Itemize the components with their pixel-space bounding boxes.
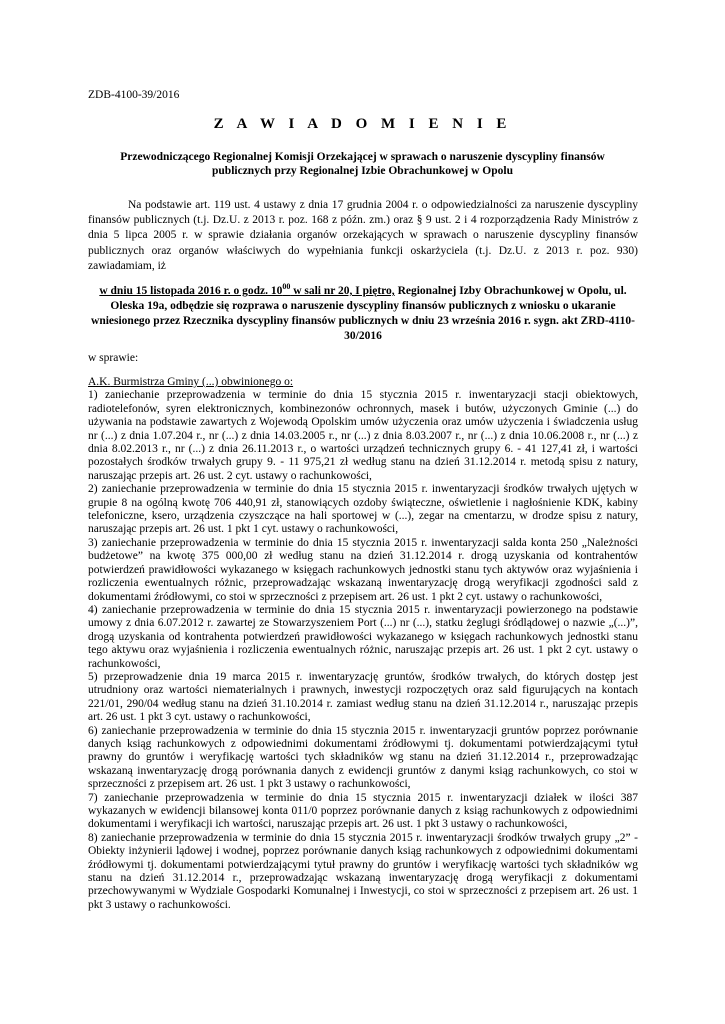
- accused-line: [88, 376, 638, 389]
- charge-item: 4) zaniechanie przeprowadzenia w terminie do dnia 15 stycznia 2015 r. inwentaryzacji powierzonego na podstawie umowy z dnia 6.07.2012 r. zawartej ze Stowarzyszeniem Port (...) nr (...), statku żeglugi śródlądowej o nazwie „(...)”, drogą uzyskania od kontrahenta potwierdzeń prawidłowości wykazanego w księgach rachunkowych jednostki stanu tego aktywu oraz wyjaśnienia i rozliczenia ewentualnych różnic, naruszając przepis art. 26 ust. 1 pkt 2 cyt. ustawy o rachunkowości,: [88, 603, 638, 670]
- hearing-room: w sali nr 20, I piętro,: [290, 284, 395, 297]
- document-title: Z A W I A D O M I E N I E: [213, 116, 512, 132]
- regarding-label: w sprawie:: [88, 352, 139, 364]
- hearing-date-text: w dniu 15 listopada 2016 r. o godz. 10: [99, 284, 283, 297]
- hearing-details: Regionalnej Izby Obrachunkowej w Opolu, ul. Oleska 19a, odbędzie się rozprawa o naruszenie dyscypliny finansów publicznych z wniosku o ukaranie wniesionego przez Rzecznika dyscypliny finansów publicznych w dniu 23 września 2016 r. sygn. akt ZRD-4110-30/2016: [91, 284, 635, 343]
- charge-item: 8) zaniechanie przeprowadzenia w terminie do dnia 15 stycznia 2015 r. inwentaryzacji środków trwałych grupy „2” - Obiekty inżynierii lądowej i wodnej, poprzez porównanie danych ksiąg rachunkowych z odpowiednimi dokumentami źródłowymi tj. dokumentami potwierdzającymi tytuł prawny do gruntów i weryfikację wartości tych składników wg stanu na dzień 31.12.2014 r., przeprowadzając wskazaną inwentaryzację drogą weryfikacji z dokumentami przechowywanymi w Wydziale Gospodarki Komunalnej i Inwestycji, co stoi w sprzeczności z przepisem art. 26 ust. 1 pkt 3 ustawy o rachunkowości.: [88, 831, 638, 911]
- intro-paragraph: Na podstawie art. 119 ust. 4 ustawy z dnia 17 grudnia 2004 r. o odpowiedzialności za naruszenie dyscypliny finansów publicznych (t.j. Dz.U. z 2013 r. poz. 168 z późn. zm.) oraz § 9 ust. 2 i 4 rozporządzenia Rady Ministrów z dnia 5 lipca 2005 r. w sprawie działania organów orzekających w sprawach o naruszenie dyscypliny finansów publicznych oraz organów właściwych do wypełniania funkcji oskarżyciela (t.j. Dz.U. z 2013 r. poz. 930) zawiadamiam, iż: [88, 199, 638, 272]
- charge-item: 1) zaniechanie przeprowadzenia w terminie do dnia 15 stycznia 2015 r. inwentaryzacji stacji obiektowych, radiotelefonów, syren elektronicznych, kombinezonów ochronnych, masek i butów, użyczonych Gminie (...) do używania na podstawie zawartych z Wojewodą Opolskim umów użyczenia oraz umów użyczenia i świadczenia usług nr (...) z dnia 1.07.204 r., nr (...) z dnia 14.03.2005 r., nr (...) z dnia 8.03.2007 r., nr (...) z dnia 10.06.2008 r., nr (...) z dnia 8.02.2013 r., nr (...) z dnia 26.11.2013 r., o wartości urządzeń technicznych grupy 6. - 41 127,41 zł, i wartości pozostałych środków trwałych grupy 9. - 11 975,21 zł według stanu na dzień 31.12.2014 r. metodą spisu z natury, naruszając przepis art. 26 ust. 2 cyt. ustawy o rachunkowości,: [88, 389, 638, 482]
- charge-item: 5) przeprowadzenie dnia 19 marca 2015 r. inwentaryzację gruntów, środków trwałych, do których dostęp jest utrudniony oraz wartości niematerialnych i prawnych, inwestycji rozpoczętych oraz sald figurujących na kontach 221/01, 290/04 według stanu na dzień 31.10.2014 r. zamiast według stanu na dzień 31.12.2014 r., naruszając przepis art. 26 ust. 1 pkt 3 cyt. ustawy o rachunkowości,: [88, 670, 638, 724]
- document-reference: ZDB-4100-39/2016: [88, 89, 180, 101]
- charge-item: 2) zaniechanie przeprowadzenia w terminie do dnia 15 stycznia 2015 r. inwentaryzacji środków trwałych ujętych w grupie 8 na ogólną kwotę 706 440,91 zł, stanowiących ozdoby świąteczne, oświetlenie i nagłośnienie KDK, kabiny telefoniczne, ksero, urządzenia czyszczące na hali sportowej w (...), zegar na cmentarzu, w drodze spisu z natury, naruszając przepis art. 26 ust. 1 pkt 1 cyt. ustawy o rachunkowości,: [88, 483, 638, 536]
- charge-item: 3) zaniechanie przeprowadzenia w terminie do dnia 15 stycznia 2015 r. inwentaryzacji salda konta 250 „Należności budżetowe” na kwotę 375 000,00 zł według stanu na dzień 31.12.2014 r. drogą uzyskania od kontrahentów potwierdzeń prawidłowości wykazanego w księgach rachunkowych jednostki stanu tych aktywów oraz wyjaśnienia i rozliczenia ewentualnych różnic, przeprowadzając wskazaną inwentaryzację drogą weryfikacji zgodności sald z dokumentami źródłowymi, co stoi w sprzeczności z przepisem art. 26 ust. 1 pkt 2 cyt. ustawy o rachunkowości,: [88, 536, 638, 603]
- hearing-notice: [88, 279, 638, 345]
- charge-item: 7) zaniechanie przeprowadzenia w terminie do dnia 15 stycznia 2015 r. inwentaryzacji działek w ilości 387 wykazanych w ewidencji bilansowej konta 011/0 poprzez porównanie danych z ksiąg rachunkowych z odpowiednimi dokumentami i weryfikacji ich wartości, naruszając przepis art. 26 ust. 1 pkt 3 ustawy o rachunkowości,: [88, 791, 638, 831]
- hearing-date: [99, 282, 395, 297]
- charges-section: [88, 376, 638, 912]
- accused-description: Burmistrza Gminy (...) obwinionego o:: [110, 376, 294, 388]
- document-subtitle: Przewodniczącego Regionalnej Komisji Orzekającej w sprawach o naruszenie dyscypliny finansów publicznych przy Regionalnej Izbie Obrachunkowej w Opolu: [120, 151, 605, 177]
- charge-item: 6) zaniechanie przeprowadzenia w terminie do dnia 15 stycznia 2015 r. inwentaryzacji gruntów poprzez porównanie danych ksiąg rachunkowych z odpowiednimi dokumentami źródłowymi tj. dokumentami potwierdzającymi tytuł prawny do gruntów i weryfikację wartości tych składników wg stanu na dzień 31.12.2014 r., przeprowadzając wskazaną inwentaryzację drogą porównania danych z ewidencji gruntów z danymi ksiąg rachunkowych, co stoi w sprzeczności z przepisem art. 26 ust. 1 pkt 3 ustawy o rachunkowości,: [88, 724, 638, 791]
- accused-initials: A.K.: [88, 376, 111, 388]
- hearing-time-minutes: 00: [282, 282, 291, 291]
